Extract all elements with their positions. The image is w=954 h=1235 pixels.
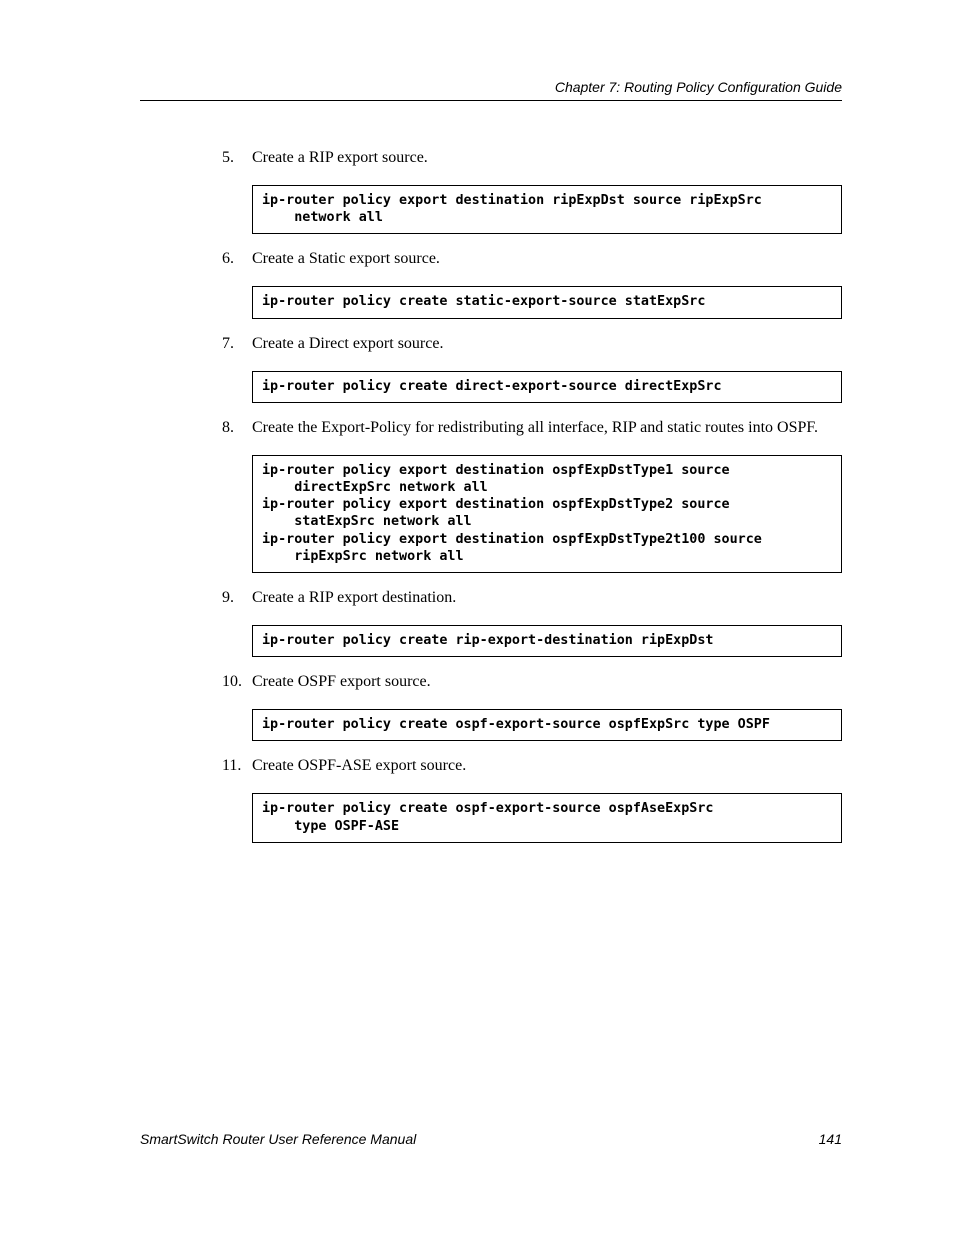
step-10 [222, 673, 842, 691]
step-11 [222, 757, 842, 775]
step-6 [222, 250, 842, 268]
step-text: Create the Export-Policy for redistributing all interface, RIP and static routes into OSPF. [252, 418, 819, 436]
code-block: ip-router policy export destination ospfExpDstType1 source directExpSrc network all ip-router policy export destination ospfExpDstType2 source statExpSrc network all ip-router policy export destination ospfExpDstType2t100 source ripExpSrc network all [252, 455, 842, 573]
code-block: ip-router policy create ospf-export-source ospfExpSrc type OSPF [252, 709, 842, 741]
header-divider [140, 100, 842, 101]
step-text: Create a Static export source. [252, 250, 440, 268]
step-text: Create a Direct export source. [252, 334, 444, 352]
step-number: 7. [222, 334, 234, 352]
code-block: ip-router policy create direct-export-source directExpSrc [252, 371, 842, 403]
step-number: 5. [222, 149, 234, 166]
page-number: 141 [818, 1131, 842, 1147]
chapter-header-title: Chapter 7: Routing Policy Configuration Guide [554, 79, 842, 95]
step-text: Create a RIP export source. [252, 149, 428, 166]
step-number: 10. [222, 673, 242, 691]
manual-title-footer: SmartSwitch Router User Reference Manual [140, 1131, 417, 1147]
step-text: Create OSPF-ASE export source. [252, 757, 467, 775]
step-number: 6. [222, 250, 234, 268]
step-number: 9. [222, 589, 234, 607]
step-9 [222, 589, 842, 607]
step-7 [222, 335, 842, 353]
step-text: Create OSPF export source. [252, 673, 431, 691]
procedure-steps [222, 149, 842, 859]
code-block: ip-router policy create rip-export-destination ripExpDst [252, 625, 842, 657]
step-8 [222, 419, 842, 437]
step-5 [222, 149, 842, 167]
step-number: 8. [222, 418, 234, 436]
step-number: 11. [222, 757, 242, 775]
code-block: ip-router policy create static-export-source statExpSrc [252, 286, 842, 318]
code-block: ip-router policy export destination ripExpDst source ripExpSrc network all [252, 185, 842, 234]
step-text: Create a RIP export destination. [252, 589, 457, 607]
code-block: ip-router policy create ospf-export-source ospfAseExpSrc type OSPF-ASE [252, 793, 842, 842]
